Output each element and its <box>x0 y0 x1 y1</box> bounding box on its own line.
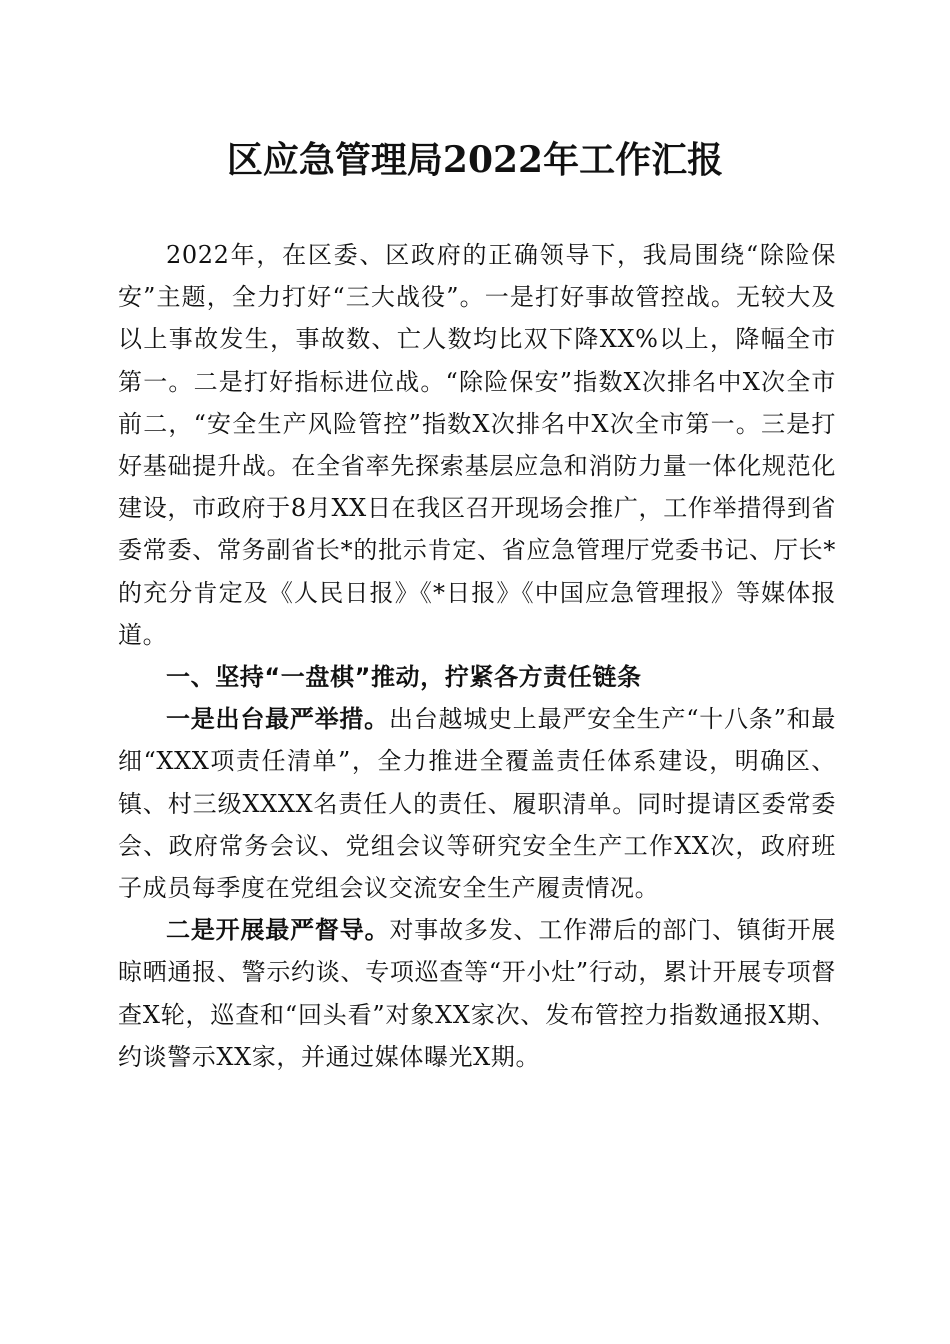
section1-item1-lead: 一是出台最严举措。 <box>166 704 389 734</box>
section1-item1-text: 出台越城史上最严安全生产“十八条”和最细“XXX项责任清单”，全力推进全覆盖责任体系建设，明确区、镇、村三级XXXX名责任人的责任、履职清单。同时提请区委常委会、政府常务会议、党组会议等研究安全生产工作XX次，政府班子成员每季度在党组会议交流安全生产履责情况。 <box>118 705 836 903</box>
intro-paragraph: 2022年，在区委、区政府的正确领导下，我局围绕“除险保安”主题，全力打好“三大战役”。一是打好事故管控战。无较大及以上事故发生，事故数、亡人数均比双下降XX%以上，降幅全市第一。二是打好指标进位战。“除险保安”指数X次排名中X次全市前二，“安全生产风险管控”指数X次排名中X次全市第一。三是打好基础提升战。在全省率先探索基层应急和消防力量一体化规范化建设，市政府于8月XX日在我区召开现场会推广，工作举措得到省委常委、常务副省长*的批示肯定、省应急管理厅党委书记、厅长*的充分肯定及《人民日报》《*日报》《中国应急管理报》等媒体报道。 <box>118 241 836 649</box>
document-title: 区应急管理局2022年工作汇报 <box>226 139 724 181</box>
section1-item2-text: 对事故多发、工作滞后的部门、镇街开展晾晒通报、警示约谈、专项巡查等“开小灶”行动，累计开展专项督查X轮，巡查和“回头看”对象XX家次、发布管控力指数通报X期、约谈警示XX家，并通过媒体曝光X期。 <box>118 916 836 1071</box>
document-body <box>118 234 836 1078</box>
section1-item2-lead: 二是开展最严督导。 <box>166 915 390 945</box>
section-heading-1: 一、坚持“一盘棋”推动，拧紧各方责任链条 <box>166 663 642 692</box>
section1-item2-paragraph <box>118 909 836 1078</box>
section1-item1-paragraph <box>118 698 836 909</box>
